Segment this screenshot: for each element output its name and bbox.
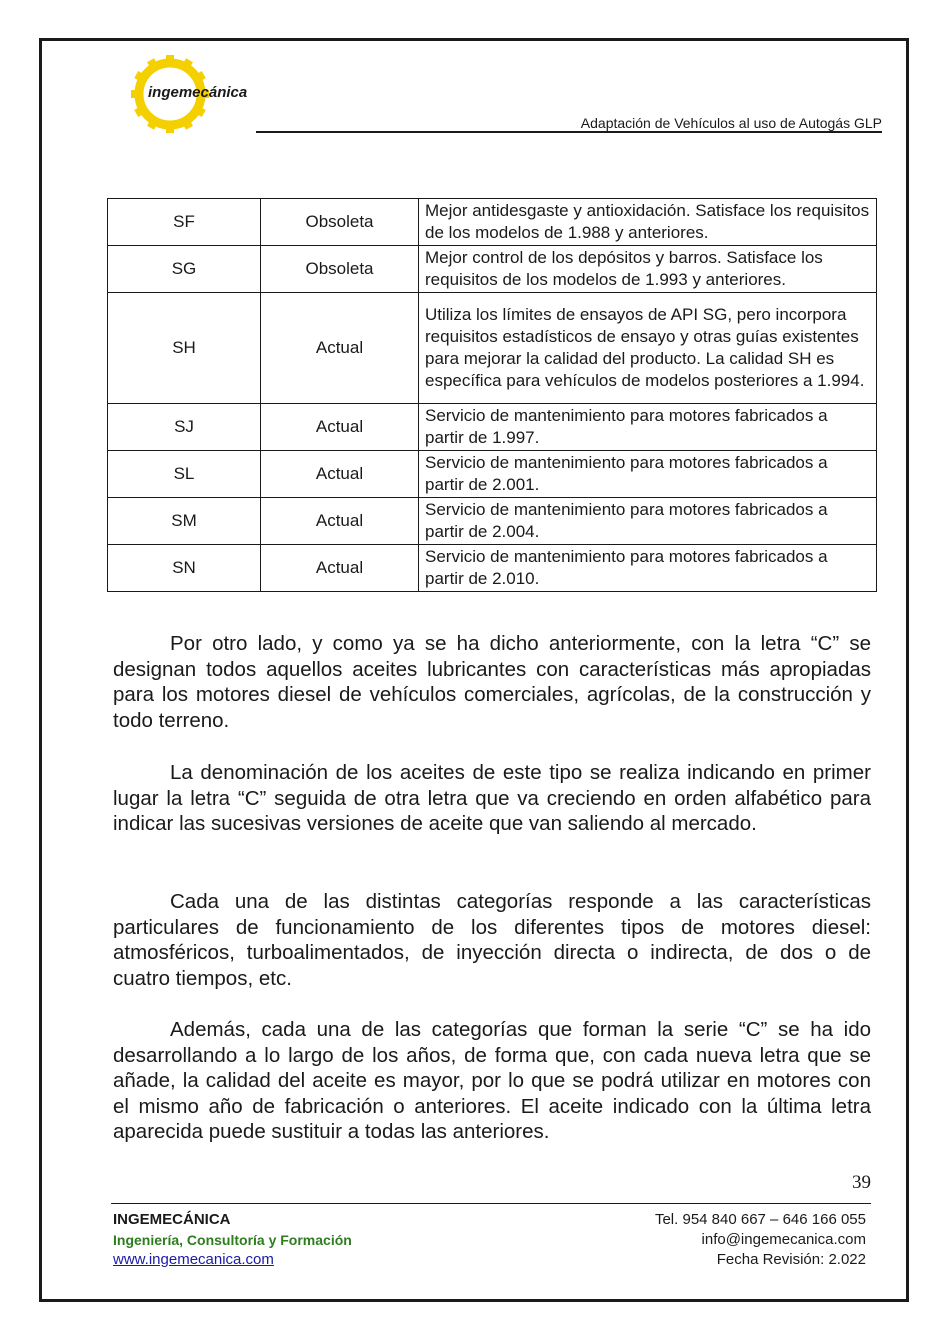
category-description: Servicio de mantenimiento para motores fabricados a partir de 1.997. (419, 404, 877, 451)
table-row (108, 246, 877, 293)
table-row (108, 545, 877, 592)
body-paragraph: Además, cada una de las categorías que forman la serie “C” se ha ido desarrollando a lo largo de los años, de forma que, con cada nueva letra que se añade, la calidad del aceite es mayor, por lo que se podrá utilizar en motores con el mismo año de fabricación o anteriores. El aceite indicado con la última letra aparecida puede sustituir a todas las anteriores. (113, 1018, 871, 1143)
body-paragraph: Cada una de las distintas categorías responde a las características particulares de funcionamiento de los diferentes tipos de motores diesel: atmosféricos, turboalimentados, de inyección directa o indirecta, de dos o de cuatro tiempos, etc. (113, 890, 871, 990)
category-code: SL (108, 451, 261, 498)
api-categories-table (107, 198, 877, 592)
category-description: Mejor antidesgaste y antioxidación. Satisface los requisitos de los modelos de 1.988 y anteriores. (419, 199, 877, 246)
category-description: Servicio de mantenimiento para motores fabricados a partir de 2.004. (419, 498, 877, 545)
footer-email: info@ingemecanica.com (701, 1231, 866, 1248)
body-paragraph: La denominación de los aceites de este tipo se realiza indicando en primer lugar la letra “C” seguida de otra letra que va creciendo en orden alfabético para indicar las sucesivas versiones de aceite que van saliendo al mercado. (113, 761, 871, 835)
footer-contact-block (655, 1210, 866, 1270)
category-description: Servicio de mantenimiento para motores fabricados a partir de 2.001. (419, 451, 877, 498)
header-divider (256, 131, 882, 133)
body-paragraph: Por otro lado, y como ya se ha dicho anteriormente, con la letra “C” se designan todos aquellos aceites lubricantes con características más apropiadas para los motores diesel de vehículos comerciales, agrícolas, de la construcción y todo terreno. (113, 632, 871, 732)
category-status: Actual (261, 545, 419, 592)
footer-phone: Tel. 954 840 667 – 646 166 055 (654, 1211, 866, 1228)
page-number: 39 (852, 1172, 871, 1193)
table-row (108, 498, 877, 545)
footer-revision-date: Fecha Revisión: 2.022 (716, 1251, 866, 1268)
table-row (108, 451, 877, 498)
category-code: SN (108, 545, 261, 592)
category-description: Utiliza los límites de ensayos de API SG, pero incorpora requisitos estadísticos de ensayo y otras guías existentes para mejorar la calidad del producto. La calidad SH es específica para vehículos de modelos posteriores a 1.994. (419, 293, 877, 404)
table-row (108, 293, 877, 404)
category-status: Obsoleta (261, 246, 419, 293)
category-status: Actual (261, 404, 419, 451)
category-code: SM (108, 498, 261, 545)
category-status: Actual (261, 451, 419, 498)
category-status: Actual (261, 498, 419, 545)
category-code: SG (108, 246, 261, 293)
footer-divider (111, 1203, 871, 1204)
category-description: Servicio de mantenimiento para motores fabricados a partir de 2.010. (419, 545, 877, 592)
category-description: Mejor control de los depósitos y barros. Satisface los requisitos de los modelos de 1.993 y anteriores. (419, 246, 877, 293)
document-title: Adaptación de Vehículos al uso de Autogás GLP (580, 115, 882, 131)
footer-tagline: Ingeniería, Consultoría y Formación (113, 1232, 352, 1248)
category-status: Actual (261, 293, 419, 404)
table-row (108, 404, 877, 451)
footer-company-block (113, 1210, 352, 1270)
category-code: SH (108, 293, 261, 404)
footer-website-link[interactable]: www.ingemecanica.com (113, 1251, 274, 1268)
footer-company-name: INGEMECÁNICA (113, 1211, 231, 1228)
table-row (108, 199, 877, 246)
logo-text: ingemecánica (148, 84, 248, 101)
category-code: SJ (108, 404, 261, 451)
category-code: SF (108, 199, 261, 246)
category-status: Obsoleta (261, 199, 419, 246)
